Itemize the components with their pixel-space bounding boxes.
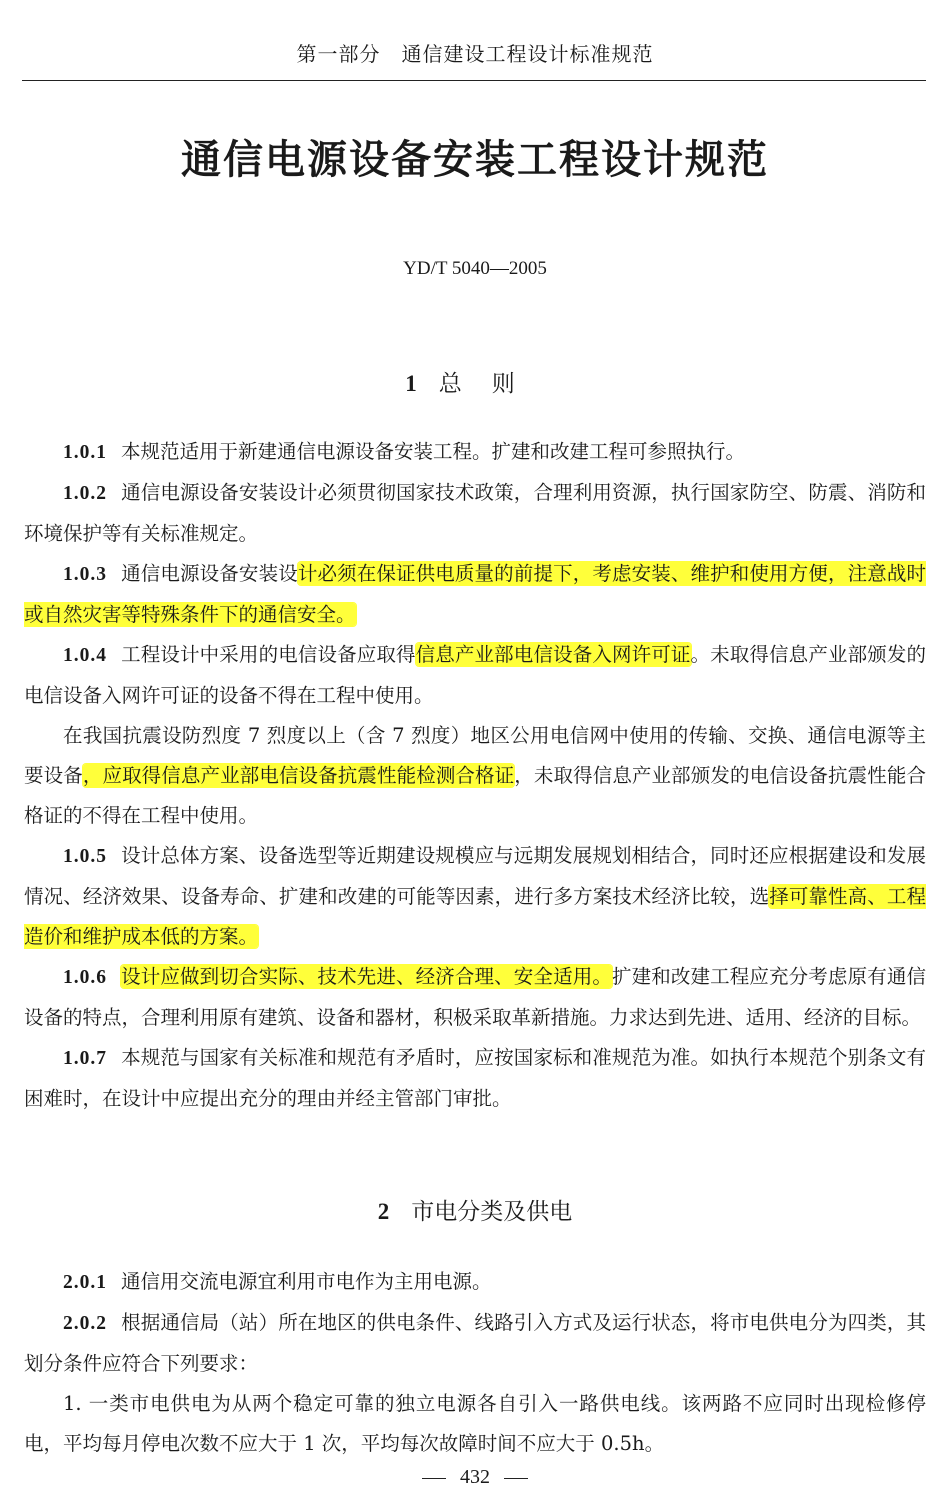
clause-number: 1.0.5 (63, 846, 107, 867)
clause-number: 1.0.6 (63, 967, 107, 988)
highlighted-text: 择可靠性高、工程造价和维护成本低的方案。 (24, 885, 926, 948)
clause-1-0-3 (24, 554, 926, 635)
section-title: 总则 (438, 371, 545, 397)
section-1-body (24, 432, 926, 1119)
clause-text: 通信电源设备安装设 (121, 562, 298, 585)
clause-text: 本规范适用于新建通信电源设备安装工程。扩建和改建工程可参照执行。 (121, 440, 746, 463)
section-2-body (24, 1262, 926, 1464)
document-title: 通信电源设备安装工程设计规范 (181, 136, 769, 183)
page-number-dash (504, 1478, 528, 1479)
clause-1-0-4-continued (24, 716, 926, 836)
highlighted-text: 信息产业部电信设备入网许可证 (415, 643, 691, 666)
section-number: 2 (377, 1199, 390, 1224)
clause-number: 1.0.2 (63, 483, 107, 504)
section-heading-2 (0, 1193, 950, 1226)
clause-text: 根据通信局（站）所在地区的供电条件、线路引入方式及运行状态，将市电供电分为四类，其划分条件应符合下列要求： (24, 1311, 926, 1375)
clause-text: 本规范与国家有关标准和规范有矛盾时，应按国家标和准规范为准。如执行本规范个别条文有困难时，在设计中应提出充分的理由并经主管部门审批。 (24, 1046, 926, 1110)
clause-text: 工程设计中采用的电信设备应取得 (121, 643, 416, 666)
section-title: 市电分类及供电 (411, 1199, 573, 1225)
clause-1-0-4 (24, 635, 926, 716)
clause-number: 1.0.1 (63, 442, 107, 463)
clause-2-0-2-item-1 (24, 1384, 926, 1464)
clause-number: 1.0.3 (63, 564, 107, 585)
clause-text: 设计总体方案、设备选型等近期建设规模应与远期发展规划相结合，同时还应根据建设和发展情况、经济效果、设备寿命、扩建和改建的可能等因素，进行多方案技术经济比较，选 (24, 844, 926, 908)
page-number-dash (422, 1478, 446, 1479)
clause-1-0-2 (24, 473, 926, 554)
page-number-text: 432 (460, 1466, 490, 1488)
section-number: 1 (405, 371, 417, 396)
clause-text: 1. 一类市电供电为从两个稳定可靠的独立电源各自引入一路供电线。该两路不应同时出现检修停电，平均每月停电次数不应大于 1 次，平均每次故障时间不应大于 0.5h。 (24, 1392, 926, 1455)
standard-code: YD/T 5040—2005 (403, 258, 547, 279)
running-header: 第一部分 通信建设工程设计标准规范 (296, 42, 654, 66)
clause-2-0-1 (24, 1262, 926, 1303)
clause-text: 在我国抗震设防烈度 7 烈度以上（含 7 烈度）地区公用电信网中使用的传输、交换、通信电源等主要设备 (24, 724, 926, 787)
page-number (0, 1466, 950, 1489)
header-rule (22, 80, 926, 81)
clause-1-0-1 (24, 432, 926, 473)
clause-text: ，未取得信息产业部颁发的电信设备抗震性能合格证的不得在工程中使用。 (24, 764, 926, 827)
clause-1-0-5 (24, 836, 926, 957)
clause-1-0-7 (24, 1038, 926, 1119)
highlighted-text: 设计应做到切合实际、技术先进、经济合理、安全适用。 (121, 965, 612, 988)
section-heading-1 (0, 365, 950, 398)
clause-text: 通信用交流电源宜利用市电作为主用电源。 (121, 1270, 492, 1293)
clause-number: 2.0.2 (63, 1313, 107, 1334)
highlighted-text: 计必须在保证供电质量的前提下，考虑安装、维护和使用方便，注意战时或自然灾害等特殊条件下的通信安全。 (24, 562, 926, 626)
clause-number: 2.0.1 (63, 1272, 107, 1293)
clause-number: 1.0.7 (63, 1048, 107, 1069)
clause-1-0-6 (24, 957, 926, 1038)
clause-text: 。未取得信息产业部颁发的电信设备入网许可证的设备不得在工程中使用。 (24, 643, 926, 707)
clause-number: 1.0.4 (63, 645, 107, 666)
clause-text: 扩建和改建工程应充分考虑原有通信设备的特点，合理利用原有建筑、设备和器材，积极采取革新措施。力求达到先进、适用、经济的目标。 (24, 965, 926, 1029)
highlighted-text: ，应取得信息产业部电信设备抗震性能检测合格证 (82, 764, 515, 787)
clause-2-0-2 (24, 1303, 926, 1384)
clause-text: 通信电源设备安装设计必须贯彻国家技术政策，合理利用资源，执行国家防空、防震、消防和环境保护等有关标准规定。 (24, 481, 926, 545)
